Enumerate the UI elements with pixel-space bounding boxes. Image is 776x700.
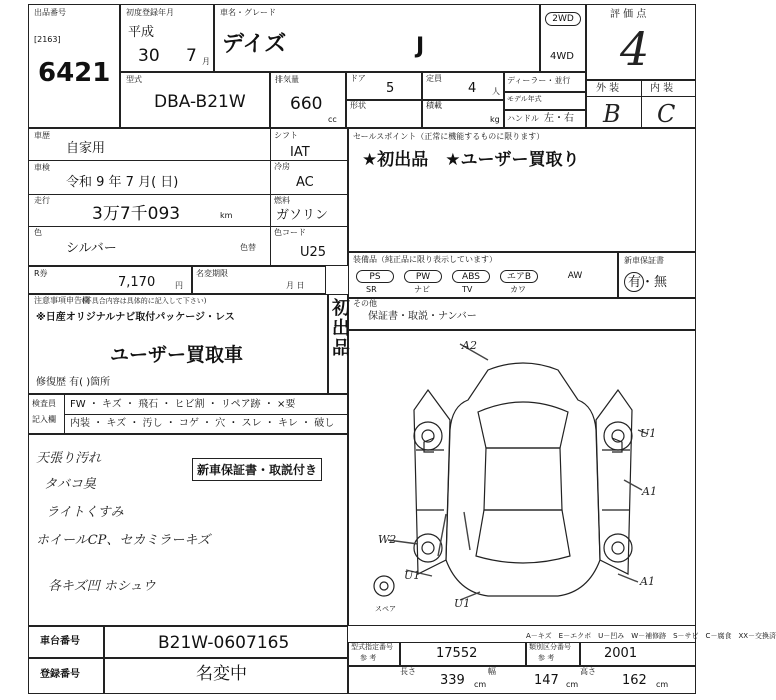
length-value: 339: [440, 673, 465, 688]
category-sub: 参 考: [538, 654, 555, 662]
fuel-value: ガソリン: [276, 208, 329, 223]
spec-sub: 参 考: [360, 654, 377, 662]
inspector-row1: FW ・ キズ ・ 飛石 ・ ヒビ割 ・ リペア跡 ・ ×要: [70, 399, 296, 410]
damage-mark: A1: [642, 485, 657, 498]
damage-mark: W2: [378, 533, 397, 546]
damage-mark: A2: [462, 339, 477, 352]
color-change-label: 色替: [240, 243, 256, 252]
history-row3: [28, 226, 348, 227]
mileage-label: 走行: [34, 196, 50, 205]
color-code-label: 色コード: [274, 228, 306, 237]
shift-value: IAT: [290, 145, 310, 160]
mileage-value: 3万7千093: [92, 204, 181, 224]
equipment-item: ABS: [452, 270, 490, 283]
first-reg-label: 初度登録年月: [126, 8, 174, 17]
handle-value: 左・右: [544, 113, 574, 124]
history-row1: [28, 160, 348, 161]
notes-line1: ※日産オリジナルナビ取付パッケージ・レス: [36, 312, 235, 323]
equipment-item-sub: カワ: [510, 285, 526, 294]
ext-int-hline: [586, 96, 696, 97]
notes-label: 注意事項申告欄: [34, 296, 90, 305]
chassis-label: 車台番号: [40, 636, 80, 647]
fuel-label: 燃料: [274, 196, 290, 205]
notes-repair: 修復歴 有( )箇所: [36, 377, 111, 388]
lot-sub: [2163]: [34, 35, 61, 44]
inspector-row2: 内装 ・ キズ ・ 汚し ・ コゲ ・ 穴 ・ スレ ・ キレ ・ 破し: [70, 418, 335, 429]
recycle-value: 7,170: [118, 275, 156, 290]
interior-grade: C: [657, 100, 676, 128]
car-name: デイズ: [222, 32, 287, 57]
recycle-label: R券: [34, 269, 48, 278]
notes-sub: (不具合内容は具体的に記入して下さい): [82, 297, 207, 305]
width-value: 147: [534, 673, 559, 688]
warranty-badge: 新車保証書・取説付き: [192, 458, 322, 481]
interior-label: 内 装: [650, 83, 674, 94]
drive-2wd: 2WD: [545, 12, 581, 26]
load-unit: kg: [490, 115, 500, 124]
reg-month-unit: 月: [202, 57, 210, 66]
capacity-label: 定員: [426, 74, 442, 83]
color-value: シルバー: [66, 241, 117, 256]
recycle-unit: 円: [175, 281, 183, 290]
equipment-label: 装備品（純正品に限り表示しています）: [353, 255, 497, 264]
car-grade: J: [416, 34, 425, 59]
mileage-unit: km: [220, 211, 233, 220]
length-unit: cm: [474, 680, 487, 689]
category-value: 2001: [604, 646, 638, 661]
exterior-grade: B: [603, 100, 621, 128]
ac-value: AC: [296, 175, 314, 190]
title-label: 名変期限: [196, 269, 228, 278]
category-value-cell: [580, 642, 696, 666]
reg-year: 30: [138, 46, 160, 66]
equipment-item: PW: [404, 270, 442, 283]
type-label: 型式: [126, 75, 142, 84]
spec-value: 17552: [436, 646, 478, 661]
shift-label: シフト: [274, 131, 298, 140]
damage-legend: A－キズ E－エクボ U－凹み W－補修跡 S－サビ C－腐食 XX－交換済: [526, 632, 776, 640]
reg-value: 名変中: [196, 664, 247, 684]
manual-yes-circle: [624, 272, 644, 292]
history-row2: [28, 194, 348, 195]
ac-label: 冷房: [274, 162, 290, 171]
model-year-label: モデル年式: [507, 95, 542, 103]
title-unit: 月 日: [286, 281, 305, 290]
equipment-item: PS: [356, 270, 394, 283]
notes-big: ユーザー買取車: [110, 344, 244, 366]
equipment-item-sub: SR: [366, 285, 377, 294]
era: 平成: [128, 25, 155, 40]
shape-label: 形状: [350, 101, 366, 110]
selling-points-text: ★初出品 ★ユーザー買取り: [362, 150, 580, 170]
color-code-value: U25: [300, 245, 327, 260]
reg-label: 登録番号: [40, 669, 80, 680]
reg-month: 7: [186, 46, 197, 66]
score-label: 評 価 点: [610, 9, 647, 20]
equipment-item-sub: ナビ: [414, 285, 430, 294]
selling-points-cell: [348, 128, 696, 252]
displacement-label: 排気量: [275, 75, 299, 84]
color-label: 色: [34, 228, 42, 237]
handle-label: ハンドル: [507, 114, 539, 123]
displacement-unit: cc: [328, 115, 337, 124]
handwritten-note: ライトくすみ: [46, 505, 124, 520]
model-label: 車名・グレード: [220, 8, 276, 17]
lot-number: 6421: [38, 58, 111, 88]
equipment-item: AW: [567, 271, 583, 281]
other-value: 保証書・取説・ナンバー: [368, 311, 477, 322]
damage-mark: U1: [640, 427, 657, 440]
handwritten-note: 各キズ凹 ホシュウ: [48, 579, 156, 594]
lot-label: 出品番号: [34, 8, 66, 17]
history-divider: [270, 128, 271, 266]
inspector-label1: 検査員: [32, 399, 56, 408]
height-label: 高さ: [580, 667, 596, 676]
chassis-value: B21W-0607165: [158, 633, 290, 653]
equipment-item-sub: TV: [462, 285, 473, 294]
spare-label: スペア: [375, 605, 396, 613]
height-unit: cm: [656, 680, 669, 689]
score-value: 4: [620, 22, 650, 76]
history-value: 自家用: [66, 141, 106, 156]
equipment-item: エアB: [500, 270, 538, 283]
damage-mark: U1: [404, 569, 421, 582]
inspector-hline: [64, 414, 348, 415]
damage-mark: U1: [454, 597, 471, 610]
drive-4wd: 4WD: [550, 51, 574, 62]
displacement-value: 660: [290, 94, 323, 114]
manual-value: 有・無: [628, 275, 668, 290]
handwritten-note: タバコ臭: [44, 477, 96, 492]
load-label: 積載: [426, 101, 442, 110]
height-value: 162: [622, 673, 647, 688]
category-label: 類別区分番号: [529, 643, 571, 651]
dealer-label: ディーラー・並行: [507, 76, 571, 85]
length-label: 長さ: [400, 667, 416, 676]
doors-label: ドア: [350, 74, 366, 83]
recycle-cell: [28, 266, 192, 294]
manual-label: 新車保証書: [624, 256, 664, 265]
spec-label: 型式指定番号: [351, 643, 393, 651]
damage-mark: A1: [640, 575, 655, 588]
capacity-unit: 人: [492, 87, 500, 96]
inspection-label: 車検: [34, 163, 50, 172]
type-value: DBA-B21W: [154, 92, 246, 112]
capacity-value: 4: [468, 81, 477, 96]
other-label: その他: [353, 299, 377, 308]
selling-points-label: セールスポイント（正常に機能するものに限ります）: [353, 132, 545, 141]
width-unit: cm: [566, 680, 579, 689]
handwritten-note: ホイールCP、セカミラーキズ: [36, 533, 211, 548]
inspection-value: 令和 9 年 7 月( 日): [66, 175, 179, 190]
exterior-label: 外 装: [596, 83, 620, 94]
doors-value: 5: [386, 81, 395, 96]
width-label: 幅: [488, 667, 496, 676]
ext-int-divider: [641, 80, 642, 128]
handwritten-note: 天張り汚れ: [36, 451, 102, 466]
inspector-label2: 記入欄: [32, 415, 56, 424]
first-listing: 初出品: [329, 298, 350, 358]
history-label: 車歴: [34, 131, 50, 140]
